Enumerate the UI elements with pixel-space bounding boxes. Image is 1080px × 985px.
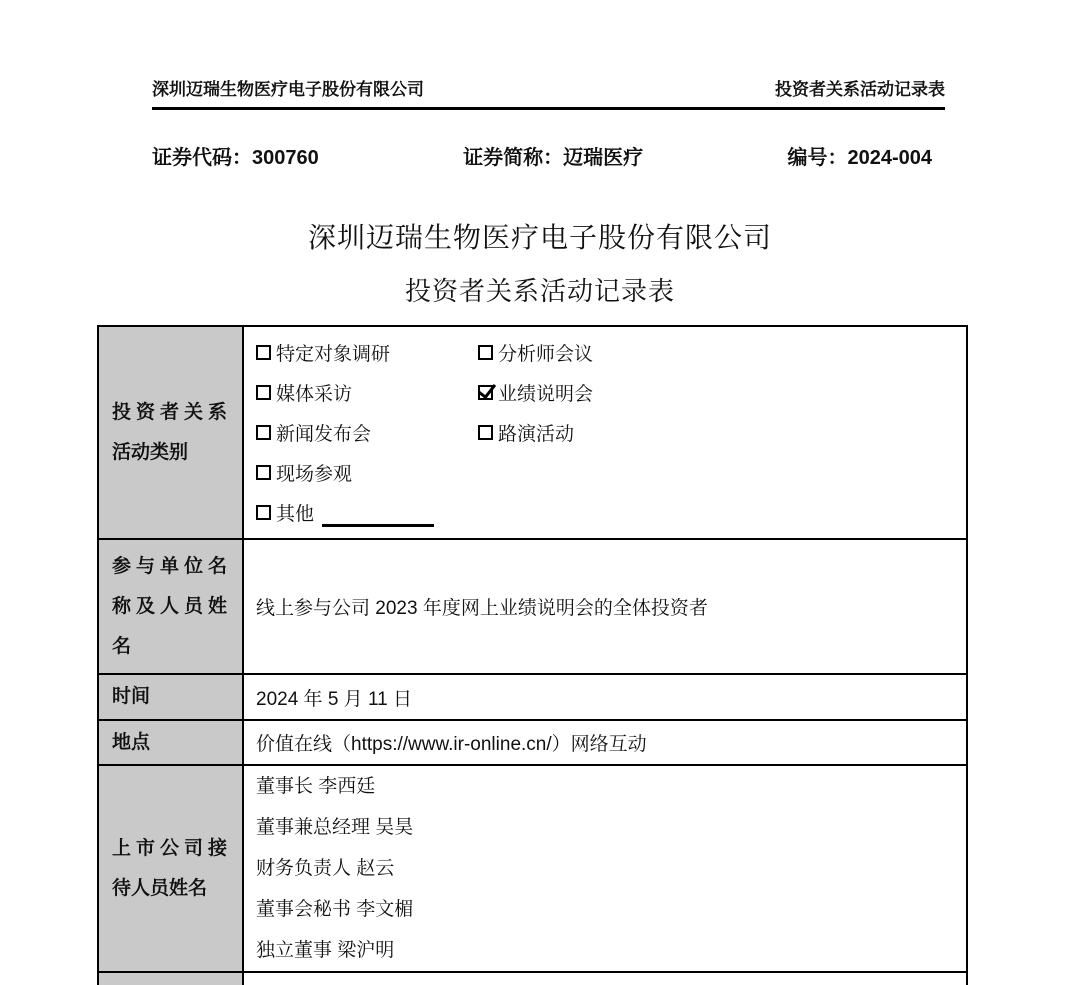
header-divider (152, 107, 945, 110)
reception-content-cell (244, 766, 966, 971)
stock-short-name: 证券简称：迈瑞医疗 (463, 147, 644, 169)
checkbox-option (478, 339, 593, 366)
ir-activity-table (97, 325, 968, 985)
attendee-line: 董事兼总经理 吴昊 (256, 817, 414, 838)
row-label-line: 称及人员姓 (112, 595, 227, 617)
location-row (99, 721, 966, 766)
checkbox-icon (478, 345, 493, 360)
document-title: 深圳迈瑞生物医疗电子股份有限公司 (307, 223, 772, 254)
attendee-line: 独立董事 梁沪明 (256, 940, 395, 961)
header-doc-type: 投资者关系活动记录表 (775, 80, 945, 99)
time-row (99, 675, 966, 721)
option-line (256, 492, 966, 532)
option-label: 路演活动 (498, 423, 575, 445)
checkbox-icon (256, 425, 271, 440)
option-label: 特定对象调研 (276, 343, 391, 365)
checkbox-option (256, 339, 478, 366)
row-label-line: 上市公司接 (112, 837, 227, 859)
option-label: 新闻发布会 (276, 423, 372, 445)
row-label-line: 参与单位名 (112, 555, 227, 577)
record-number: 编号：2024-004 (787, 147, 932, 169)
reception-staff-row (99, 766, 966, 973)
clipped-content-cell (244, 973, 966, 985)
option-label: 分析师会议 (498, 343, 594, 365)
reception-label-cell (99, 766, 244, 971)
header-company-name: 深圳迈瑞生物医疗电子股份有限公司 (152, 80, 424, 99)
option-line (256, 372, 966, 412)
option-label: 媒体采访 (276, 383, 353, 405)
time-label-cell (99, 675, 244, 719)
row-label-line: 名 (112, 635, 132, 657)
option-label: 现场参观 (276, 463, 353, 485)
participants-row (99, 540, 966, 675)
checkbox-option (256, 459, 478, 486)
checkbox-icon (256, 385, 271, 400)
time-text: 2024 年 5 月 11 日 (256, 688, 412, 710)
option-line (256, 332, 966, 372)
row-label-line: 时间 (112, 686, 151, 707)
attendee-line: 董事长 李西廷 (256, 776, 376, 797)
checkbox-icon (478, 425, 493, 440)
option-line (256, 412, 966, 452)
row-label-line: 待人员姓名 (112, 877, 208, 899)
activity-category-row (99, 327, 966, 540)
checkbox-option (256, 379, 478, 406)
option-line (256, 452, 966, 492)
checkbox-option-checked (478, 379, 593, 406)
clipped-next-row (99, 973, 966, 985)
time-content-cell (244, 675, 966, 719)
attendee-line: 董事会秘书 李文楣 (256, 899, 414, 920)
option-label: 其他 (276, 503, 315, 525)
page-header (152, 0, 945, 100)
location-content-cell (244, 721, 966, 764)
checkbox-icon (256, 505, 271, 520)
row-label-line: 地点 (112, 731, 151, 753)
checkbox-icon (256, 345, 271, 360)
checkbox-option (478, 419, 574, 446)
document-subtitle: 投资者关系活动记录表 (404, 277, 675, 306)
participants-text: 线上参与公司 2023 年度网上业绩说明会的全体投资者 (256, 598, 708, 619)
checkbox-option (256, 419, 478, 446)
row-label-line: 活动类别 (112, 441, 189, 463)
participants-content-cell (244, 540, 966, 673)
clipped-label-cell (99, 973, 244, 985)
checkbox-checked-icon (478, 385, 493, 400)
stock-code: 证券代码：300760 (152, 147, 319, 169)
activity-category-label-cell (99, 327, 244, 538)
checkbox-option-other (256, 497, 478, 527)
other-fill-in-blank-line (322, 509, 434, 527)
participants-label-cell (99, 540, 244, 673)
location-label-cell (99, 721, 244, 764)
checkbox-icon (256, 465, 271, 480)
option-label: 业绩说明会 (498, 383, 594, 405)
attendee-line: 财务负责人 赵云 (256, 858, 395, 879)
row-label-line: 投资者关系 (112, 401, 227, 423)
activity-category-options-cell (244, 327, 966, 538)
securities-info-line (152, 146, 932, 170)
location-text: 价值在线（https://www.ir-online.cn/）网络互动 (256, 734, 647, 755)
